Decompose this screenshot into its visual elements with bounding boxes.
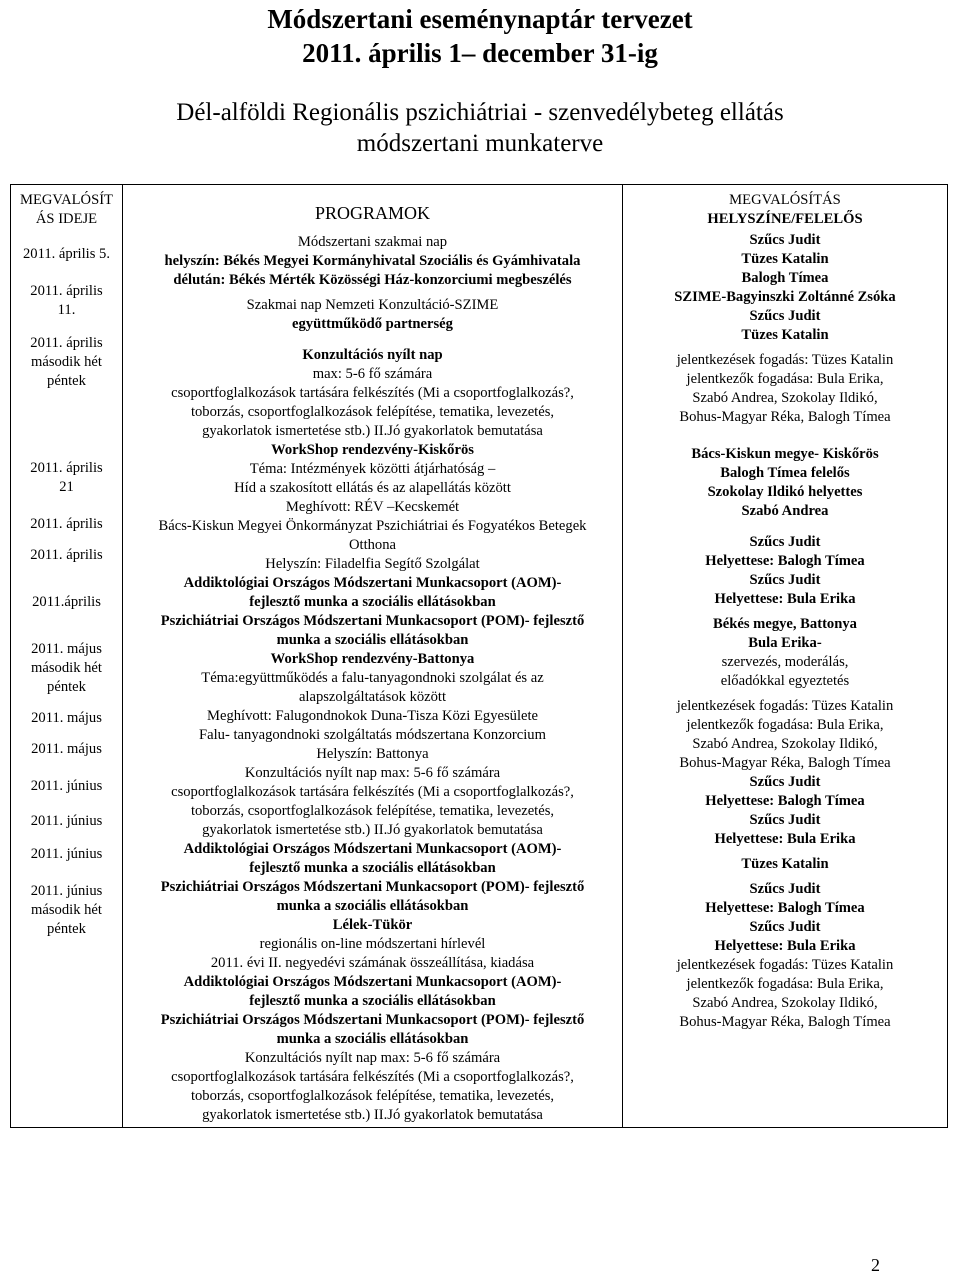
program-line: Helyszín: Battonya (316, 746, 429, 762)
program-line: Konzultációs nyílt nap (302, 347, 443, 363)
location-line: Szabó Andrea, Szokolay Ildikó, (692, 995, 878, 1011)
date-entry (13, 565, 120, 612)
title-line-2: 2011. április 1– december 31-ig (302, 38, 658, 68)
date-line: péntek (47, 373, 86, 389)
location-line: jelentkezők fogadása: Bula Erika, (686, 717, 884, 733)
date-entry (13, 320, 120, 391)
location-line: jelentkezések fogadás: Tüzes Katalin (676, 957, 894, 973)
location-line: jelentkezések fogadás: Tüzes Katalin (676, 698, 894, 714)
document-title (0, 2, 960, 70)
location-line: Bács-Kiskun megye- Kiskőrös (691, 446, 879, 462)
location-line: Helyettese: Bula Erika (714, 591, 856, 607)
program-column (123, 185, 623, 1128)
location-line: Szűcs Judit (749, 919, 821, 935)
location-line: Szűcs Judit (749, 881, 821, 897)
program-line: toborzás, csoportfoglalkozások felépítése, tematika, levezetés, (190, 404, 555, 420)
date-column (11, 185, 123, 1128)
program-line: csoportfoglalkozások tartására felkészítés (Mi a csoportfoglalkozás?, (171, 385, 574, 401)
location-line: Szűcs Judit (749, 534, 821, 550)
schedule-table (10, 184, 948, 1128)
date-entry (13, 264, 120, 320)
date-entry (13, 864, 120, 939)
date-line: 2011. április 5. (22, 246, 110, 262)
location-line: Bohus-Magyar Réka, Balogh Tímea (679, 409, 891, 425)
location-line: Bula Erika- (748, 635, 822, 651)
program-line: Híd a szakosított ellátás és az alapellátás között (234, 480, 511, 496)
date-header-line-1: MEGVALÓSÍT (20, 192, 113, 208)
location-line: jelentkezők fogadása: Bula Erika, (686, 976, 884, 992)
program-line: gyakorlatok ismertetése stb.) II.Jó gyakorlatok bemutatása (202, 822, 543, 838)
date-entry (13, 831, 120, 864)
location-line: jelentkezők fogadása: Bula Erika, (686, 371, 884, 387)
date-column-header (13, 187, 120, 231)
program-line: Addiktológiai Országos Módszertani Munkacsoport (AOM)- (183, 575, 562, 591)
program-line: munka a szociális ellátásokban (276, 1031, 469, 1047)
program-line: Meghívott: RÉV –Kecskemét (285, 499, 460, 515)
program-line: Otthona (348, 537, 397, 553)
location-line: Tüzes Katalin (741, 856, 829, 872)
program-line: toborzás, csoportfoglalkozások felépítése, tematika, levezetés, (190, 803, 555, 819)
program-line: Módszertani szakmai nap (297, 234, 448, 250)
date-line: második hét (31, 902, 102, 918)
location-header-line-1: MEGVALÓSÍTÁS (729, 192, 841, 208)
date-line: péntek (47, 679, 86, 695)
program-line: Falu- tanyagondnoki szolgáltatás módszertana Konzorcium (199, 727, 546, 743)
program-line: Téma: Intézmények közötti átjárhatóság – (249, 461, 496, 477)
date-line: 21 (59, 479, 74, 495)
date-entry (13, 497, 120, 534)
program-line: Helyszín: Filadelfia Segítő Szolgálat (265, 556, 480, 572)
program-line: Addiktológiai Országos Módszertani Munkacsoport (AOM)- (183, 974, 562, 990)
program-line: délután: Békés Mérték Közösségi Ház-konzorciumi megbeszélés (173, 272, 572, 288)
date-line: 2011. május (31, 710, 102, 726)
program-header-text: PROGRAMOK (314, 203, 431, 223)
program-line: Pszichiátriai Országos Módszertani Munkacsoport (POM)- fejlesztő (160, 1012, 585, 1028)
program-line: Téma:együttműködés a falu-tanyagondnoki szolgálat és az (201, 670, 544, 686)
location-line: Szűcs Judit (749, 232, 821, 248)
program-line: Konzultációs nyílt nap max: 5-6 fő számára (244, 1050, 501, 1066)
date-header-line-2: ÁS IDEJE (35, 211, 98, 227)
subtitle-line-1: Dél-alföldi Regionális pszichiátriai - szenvedélybeteg ellátás (176, 99, 784, 126)
location-line: SZIME-Bagyinszki Zoltánné Zsóka (674, 289, 896, 305)
location-line: jelentkezések fogadás: Tüzes Katalin (676, 352, 894, 368)
date-entry (13, 759, 120, 796)
program-list (127, 233, 618, 1125)
program-line: munka a szociális ellátásokban (276, 898, 469, 914)
date-line: 2011. április (30, 460, 103, 476)
date-entry (13, 534, 120, 565)
date-line: 2011. április (30, 335, 103, 351)
location-line: Bohus-Magyar Réka, Balogh Tímea (679, 1014, 891, 1030)
location-line: szervezés, moderálás, (721, 654, 849, 670)
subtitle-line-2: módszertani munkaterve (356, 130, 604, 157)
program-line: Pszichiátriai Országos Módszertani Munkacsoport (POM)- fejlesztő (160, 879, 585, 895)
program-line: 2011. évi II. negyedévi számának összeállítása, kiadása (210, 955, 535, 971)
program-line: Pszichiátriai Országos Módszertani Munkacsoport (POM)- fejlesztő (160, 613, 585, 629)
program-line: gyakorlatok ismertetése stb.) II.Jó gyakorlatok bemutatása (202, 423, 543, 439)
program-line: fejlesztő munka a szociális ellátásokban (249, 594, 496, 610)
date-line: 2011. április (30, 547, 103, 563)
location-line: Tüzes Katalin (741, 327, 829, 343)
date-entry (13, 612, 120, 697)
location-line: Szokolay Ildikó helyettes (707, 484, 863, 500)
date-line: 2011. május (31, 641, 102, 657)
program-line: fejlesztő munka a szociális ellátásokban (249, 993, 496, 1009)
location-line: Helyettese: Bula Erika (714, 938, 856, 954)
program-line: együttműködő partnerség (292, 316, 453, 332)
program-line: Lélek-Tükör (332, 917, 413, 933)
program-line: WorkShop rendezvény-Battonya (270, 651, 475, 667)
date-line: 2011.április (32, 594, 101, 610)
location-line: Szűcs Judit (749, 774, 821, 790)
date-entry (13, 391, 120, 497)
date-line: 2011. június (30, 883, 103, 899)
program-line: max: 5-6 fő számára (312, 366, 433, 382)
location-line: Helyettese: Balogh Tímea (705, 793, 865, 809)
program-line: alapszolgáltatások között (298, 689, 447, 705)
date-line: 2011. június (30, 813, 103, 829)
location-line: Helyettese: Balogh Tímea (705, 553, 865, 569)
program-line: csoportfoglalkozások tartására felkészítés (Mi a csoportfoglalkozás?, (171, 784, 574, 800)
date-line: 11. (57, 302, 76, 318)
location-column (623, 185, 948, 1128)
location-column-header (627, 187, 943, 231)
date-line: 2011. június (30, 778, 103, 794)
location-line: Balogh Tímea felelős (720, 465, 850, 481)
location-line: Szabó Andrea (741, 503, 829, 519)
location-line: Szűcs Judit (749, 812, 821, 828)
location-line: Szűcs Judit (749, 308, 821, 324)
program-line: munka a szociális ellátásokban (276, 632, 469, 648)
program-line: helyszín: Békés Megyei Kormányhivatal Szociális és Gyámhivatala (164, 253, 581, 269)
program-column-header (127, 187, 618, 233)
date-line: péntek (47, 921, 86, 937)
location-header-line-2: HELYSZÍNE/FELELŐS (707, 211, 863, 227)
date-entry (13, 796, 120, 831)
date-line: második hét (31, 660, 102, 676)
location-line: előadókkal egyeztetés (720, 673, 850, 689)
date-entry (13, 728, 120, 759)
date-line: 2011. május (31, 741, 102, 757)
program-line: toborzás, csoportfoglalkozások felépítése, tematika, levezetés, (190, 1088, 555, 1104)
program-line: Szakmai nap Nemzeti Konzultáció-SZIME (246, 297, 499, 313)
date-line: 2011. június (30, 846, 103, 862)
program-line: regionális on-line módszertani hírlevél (259, 936, 486, 952)
location-line: Bohus-Magyar Réka, Balogh Tímea (679, 755, 891, 771)
date-entry (13, 697, 120, 728)
location-line: Tüzes Katalin (741, 251, 829, 267)
program-line: fejlesztő munka a szociális ellátásokban (249, 860, 496, 876)
program-line: Meghívott: Falugondnokok Duna-Tisza Közi Egyesülete (206, 708, 539, 724)
title-line-1: Módszertani eseménynaptár tervezet (267, 4, 693, 34)
document-subtitle (0, 97, 960, 159)
location-line: Balogh Tímea (741, 270, 829, 286)
program-line: csoportfoglalkozások tartására felkészítés (Mi a csoportfoglalkozás?, (171, 1069, 574, 1085)
program-line: Bács-Kiskun Megyei Önkormányzat Pszichiátriai és Fogyatékos Betegek (158, 518, 587, 534)
location-line: Szabó Andrea, Szokolay Ildikó, (692, 390, 878, 406)
date-line: 2011. április (30, 516, 103, 532)
location-line: Helyettese: Bula Erika (714, 831, 856, 847)
date-line: második hét (31, 354, 102, 370)
date-entry (13, 231, 120, 264)
program-line: Addiktológiai Országos Módszertani Munkacsoport (AOM)- (183, 841, 562, 857)
date-line: 2011. április (30, 283, 103, 299)
page-number: 2 (871, 1255, 880, 1275)
program-line: Konzultációs nyílt nap max: 5-6 fő számára (244, 765, 501, 781)
location-line: Szűcs Judit (749, 572, 821, 588)
location-list (627, 231, 943, 1032)
date-list (13, 231, 120, 939)
location-line: Szabó Andrea, Szokolay Ildikó, (692, 736, 878, 752)
program-line: WorkShop rendezvény-Kiskőrös (271, 442, 474, 458)
table-body-row (11, 185, 948, 1128)
program-line: gyakorlatok ismertetése stb.) II.Jó gyakorlatok bemutatása (202, 1107, 543, 1123)
location-line: Helyettese: Balogh Tímea (705, 900, 865, 916)
location-line: Békés megye, Battonya (713, 616, 857, 632)
